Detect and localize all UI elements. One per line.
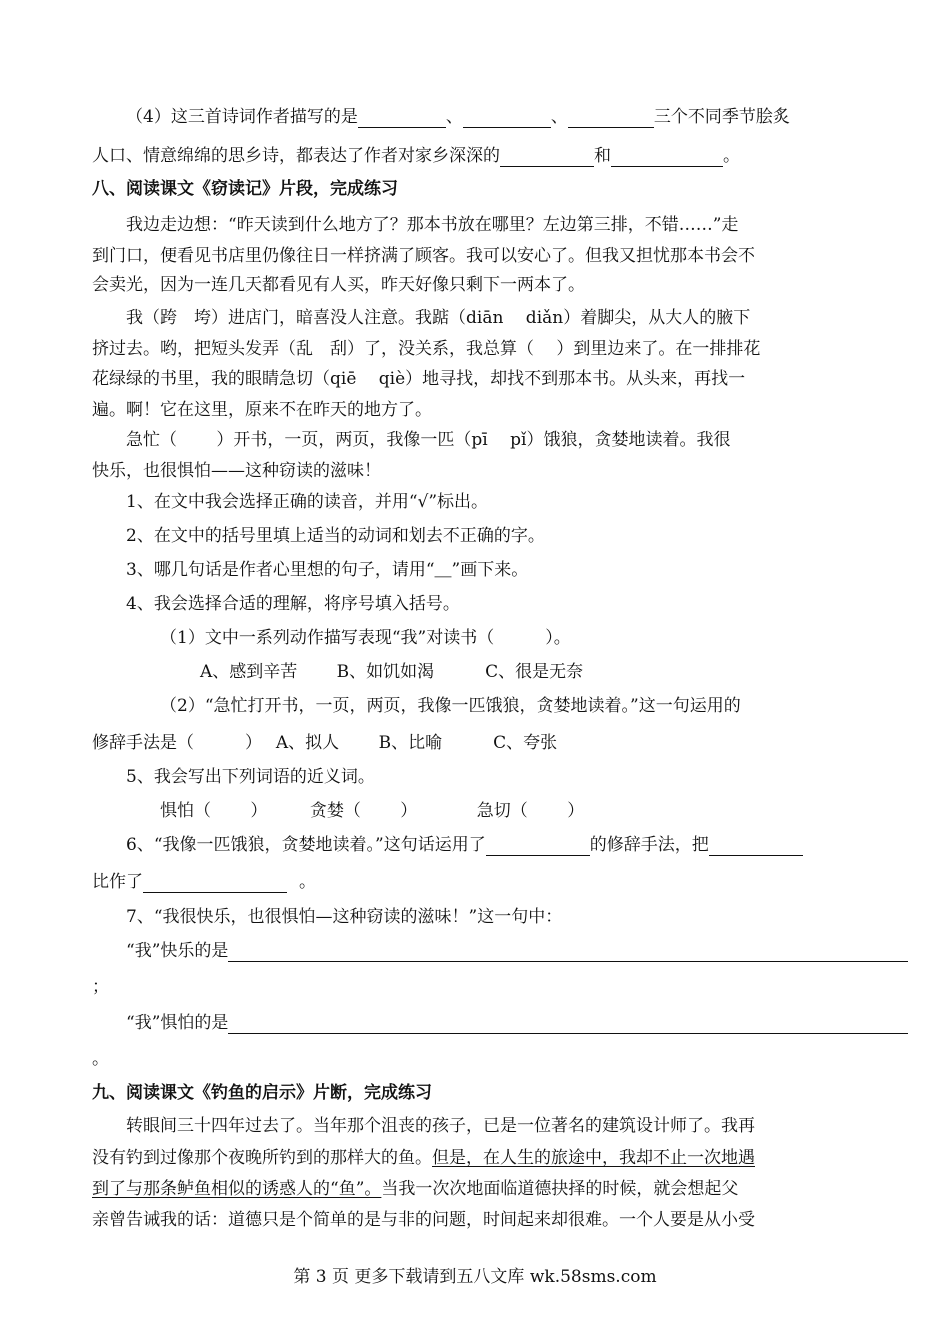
q4-blank-1[interactable] [358,109,446,128]
s8-q6-line1 [126,834,803,856]
q4-line1 [126,106,790,128]
q7-a-blank[interactable] [228,943,908,962]
q4-blank-3[interactable] [568,109,654,128]
s8-q4-2-line1: （2）“急忙打开书，一页，两页，我像一匹饿狼，贪婪地读着。”这一句运用的 [160,696,741,716]
s9-line1: 转眼间三十四年过去了。当年那个沮丧的孩子，已是一位著名的建筑设计师了。我再 [126,1116,755,1136]
q6-blank-2[interactable] [709,837,803,856]
q7-b-label: “我”惧怕的是 [126,1013,229,1033]
s8-q6-line2 [92,871,316,893]
s8-q3: 3、哪几句话是作者心里想的句子，请用“＿”画下来。 [126,560,529,580]
s8-q7-a [126,940,908,962]
q4-mid: 三个不同季节脍炙 [653,107,790,127]
q7-a-label: “我”快乐的是 [126,941,229,961]
s8-q2: 2、在文中的括号里填上适当的动词和划去不正确的字。 [126,526,545,546]
s9-line4: 亲曾告诫我的话：道德只是个简单的是与非的问题，时间起来却很难。一个人要是从小受 [92,1210,755,1230]
s8-p2-line2: 挤过去。哟，把短头发弄（乱 刮）了，没关系，我总算（ ）到里边来了。在一排排花 [92,339,761,359]
s9-line3-underlined: 到了与那条鲈鱼相似的诱惑人的“鱼”。 [92,1179,382,1199]
s9-line2-underlined: 但是，在人生的旅途中，我却不止一次地遇 [432,1148,755,1168]
q4-line2-prefix: 人口、情意绵绵的思乡诗，都表达了作者对家乡深深的 [92,146,500,166]
q4-sep1: 、 [445,107,463,127]
s8-p2-line1: 我（跨 垮）进店门，暗喜没人注意。我踮（diān diǎn）着脚尖，从大人的腋下 [126,308,751,328]
s8-q7-a-end: ； [92,977,109,997]
q4-end: 。 [723,146,740,166]
s8-q4: 4、我会选择合适的理解，将序号填入括号。 [126,594,460,614]
q6-line2-prefix: 比作了 [92,872,143,892]
q4-sep2: 、 [550,107,568,127]
q6-prefix: 6、“我像一匹饿狼，贪婪地读着。”这句话运用了 [126,835,486,855]
s8-p2-line3: 花绿绿的书里，我的眼睛急切（qiē qiè）地寻找，却找不到那本书。从头来，再找一 [92,369,746,389]
s8-q5: 5、我会写出下列词语的近义词。 [126,767,375,787]
s8-p3-line1: 急忙（ ）开书，一页，两页，我像一匹（pī pǐ）饿狼，贪婪地读着。我很 [126,430,731,450]
q4-prefix: （4）这三首诗词作者描写的是 [126,107,358,127]
q6-mid: 的修辞手法，把 [589,835,709,855]
s8-p1-line2: 到门口，便看见书店里仍像往日一样挤满了顾客。我可以安心了。但我又担忧那本书会不 [92,246,755,266]
s8-p1-line1: 我边走边想：“昨天读到什么地方了？那本书放在哪里？左边第三排，不错……”走 [126,215,739,235]
section9-heading: 九、阅读课文《钓鱼的启示》片断，完成练习 [92,1083,432,1103]
s8-q4-1: （1）文中一系列动作描写表现“我”对读书（ ）。 [160,628,571,648]
s8-q5-words: 惧怕（ ） 贪婪（ ） 急切（ ） [160,801,585,821]
q4-and: 和 [594,146,611,166]
s8-q7-b [126,1012,908,1034]
s8-q4-2-line2: 修辞手法是（ ） A、拟人 B、比喻 C、夸张 [92,733,558,753]
s8-q4-1-options: A、感到辛苦 B、如饥如渴 C、很是无奈 [200,662,584,682]
q6-end: 。 [299,872,316,892]
s9-line3-plain: 当我一次次地面临道德抉择的时候，就会想起父 [381,1179,739,1199]
s8-q7-b-end: 。 [92,1049,109,1069]
s9-line2-plain: 没有钓到过像那个夜晚所钓到的那样大的鱼。 [92,1148,432,1168]
s8-q1: 1、在文中我会选择正确的读音，并用“√”标出。 [126,492,489,512]
s9-line3 [92,1178,738,1200]
s9-line2 [92,1147,755,1169]
q6-blank-3[interactable] [143,874,287,893]
q4-blank-4[interactable] [500,148,594,167]
s8-p3-line2: 快乐，也很惧怕——这种窃读的滋味！ [92,461,381,481]
q4-blank-5[interactable] [611,148,723,167]
s8-p1-line3: 会卖光，因为一连几天都看见有人买，昨天好像只剩下一两本了。 [92,275,585,295]
q7-b-blank[interactable] [228,1015,908,1034]
q4-blank-2[interactable] [463,109,551,128]
q4-line2 [92,145,740,167]
page-footer: 第 3 页 更多下载请到五八文库 wk.58sms.com [293,1267,657,1287]
s8-p2-line4: 遍。啊！它在这里，原来不在昨天的地方了。 [92,400,432,420]
s8-q7: 7、“我很快乐，也很惧怕—这种窃读的滋味！”这一句中： [126,907,563,927]
section8-heading: 八、阅读课文《窃读记》片段，完成练习 [92,179,398,199]
q6-blank-1[interactable] [486,837,590,856]
